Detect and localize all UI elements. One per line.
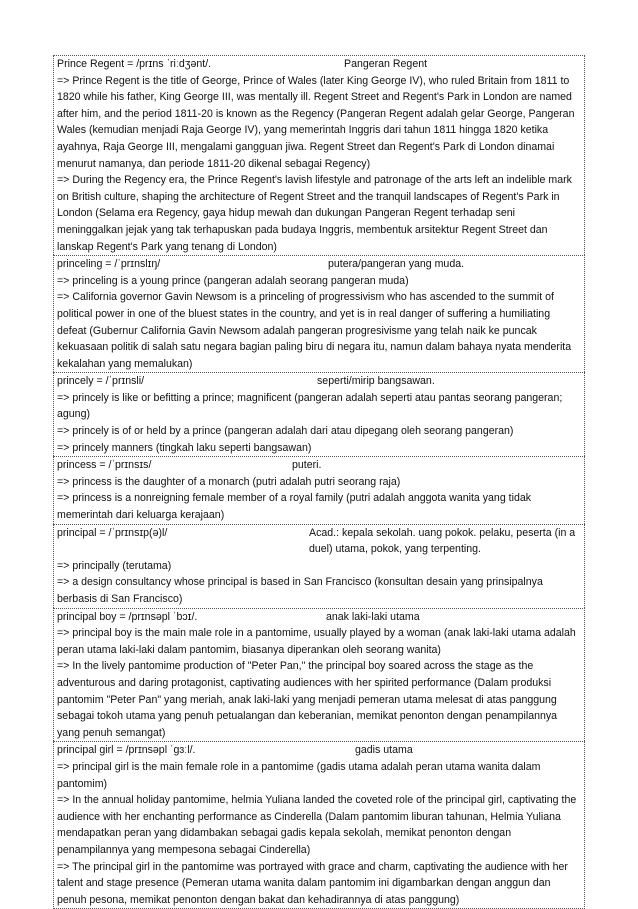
dictionary-entry [53, 372, 585, 456]
entry-term: Prince Regent = /prɪns ˈriːdʒənt/. [57, 58, 212, 70]
example-line: => princely manners (tingkah laku seperti bangsawan) [57, 441, 312, 454]
entry-meaning: gadis utama [355, 744, 413, 757]
example-line: => princeling is a young prince (pangeran adalah seorang pangeran muda) [57, 274, 409, 287]
dictionary-entry [53, 456, 585, 523]
entry-header [57, 742, 582, 759]
example-line: => In the lively pantomime production of "Peter Pan," the principal boy soared across the stage as the adventurous and daring protagonist, captivating audiences with her spirited performance (Dalam produksi pantomim "Peter Pan" yang meriah, anak laki-laki yang menjadi pemeran utama melesat di atas panggung sebagai tokoh utama yang penuh petualangan dan keberanian, memikat penonton dengan penampilannya yang penuh semangat) [57, 660, 558, 739]
dictionary-entry [53, 524, 585, 608]
entry-header [57, 256, 582, 273]
entry-term: princeling = /ˈprɪnslɪŋ/ [57, 258, 161, 271]
entry-term: principal = /ˈprɪnsɪp(ə)l/ [57, 526, 168, 539]
entry-meaning: Acad.: kepala sekolah. uang pokok. pelaku, peserta (in a duel) utama, pokok, yang terpenting. [309, 526, 576, 556]
dictionary-entry [53, 255, 585, 372]
example-line: => princess is the daughter of a monarch (putri adalah putri seorang raja) [57, 475, 401, 488]
example-line: => a design consultancy whose principal is based in San Francisco (konsultan desain yang prinsipalnya berbasis di San Francisco) [57, 576, 543, 605]
entry-header [57, 525, 582, 558]
entry-term: princess = /ˈprɪnsɪs/ [57, 459, 152, 472]
dictionary-entry [53, 741, 585, 909]
entry-header [57, 373, 582, 390]
example-line: => princely is like or befitting a prince; magnificent (pangeran adalah seperti atau pantas seorang pangeran; agung) [57, 391, 563, 421]
entry-term: principal girl = /prɪnsəpl ˈɡɜːl/. [57, 744, 196, 757]
entry-meaning: seperti/mirip bangsawan. [317, 375, 435, 388]
entry-meaning: putera/pangeran yang muda. [328, 258, 465, 271]
entry-header [57, 56, 582, 73]
example-line: => principally (terutama) [57, 559, 172, 572]
entry-term: principal boy = /prɪnsəpl ˈbɔɪ/. [57, 610, 198, 623]
example-line: => principal girl is the main female role in a pantomime (gadis utama adalah peran utama wanita dalam pantomim) [57, 760, 541, 790]
example-line: => During the Regency era, the Prince Regent's lavish lifestyle and patronage of the arts left an indelible mark on British culture, shaping the architecture of Regent Street and the tranquil landscapes of Regent's Park in London (Selama era Regency, gaya hidup mewah dan dukungan Pangeran Regent terhadap seni meninggalkan jejak yang tak terhapuskan pada budaya Inggris, membentuk arsitektur Regent Street dan lanskap Regent's Park yang tenang di London) [57, 174, 572, 253]
entry-meaning: puteri. [292, 459, 322, 472]
entry-meaning: anak laki-laki utama [326, 610, 420, 623]
example-line: => Prince Regent is the title of George, Prince of Wales (later King George IV), who ruled Britain from 1811 to 1820 while his father, King George III, was mentally ill. Regent Street and Regent's Park in London are named after him, and the period 1811-20 is known as the Regency (Pangeran Regent adalah gelar George, Pangeran Wales (kemudian menjadi Raja George IV), yang memerintah Inggris dari tahun 1811 hingga 1820 ketika ayahnya, Raja George III, mengalami gangguan jiwa. Regent Street dan Regent's Park di London dinamai menurut namanya, dan periode 1811-20 dikenal sebagai Regency) [57, 74, 575, 170]
example-line: => principal boy is the main male role in a pantomime, usually played by a woman (anak laki-laki utama adalah peran utama laki-laki dalam pantomim, biasanya diperankan oleh seorang wanita) [57, 627, 576, 656]
entry-header [57, 609, 582, 626]
example-line: => princess is a nonreigning female member of a royal family (putri adalah anggota wanita yang tidak memerintah dari keluarga kerajaan) [57, 492, 532, 522]
entry-header [57, 457, 582, 474]
example-line: => California governor Gavin Newsom is a princeling of progressivism who has ascended to the summit of political power in one of the bluest states in the country, and yet is in real danger of suffering a humiliating defeat (Gubernur California Gavin Newsom adalah pangeran progresivisme yang telah naik ke puncak kekuasaan politik di salah satu negara bagian paling biru di negara itu, namun dalam bahaya nyata menderita kekalahan yang memalukan) [57, 291, 572, 370]
entry-term: princely = /ˈprɪnsli/ [57, 375, 145, 388]
example-line: => In the annual holiday pantomime, helmia Yuliana landed the coveted role of the principal girl, captivating the audience with her enchanting performance as Cinderella (Dalam pantomim liburan tahunan, Helmia Yuliana mendapatkan peran yang didambakan sebagai gadis kepala sekolah, memikat penonton dengan penampilannya yang mempesona sebagai Cinderella) [57, 794, 577, 856]
example-line: => The principal girl in the pantomime was portrayed with grace and charm, captivating the audience with her talent and stage presence (Pemeran utama wanita dalam pantomim ini digambarkan dengan anggun dan penuh pesona, memikat penonton dengan bakat dan kehadirannya di atas panggung) [57, 860, 568, 906]
dictionary-entry [53, 608, 585, 742]
example-line: => princely is of or held by a prince (pangeran adalah dari atau dipegang oleh seorang pangeran) [57, 425, 514, 438]
entry-meaning: Pangeran Regent [344, 58, 428, 70]
dictionary-entry [53, 55, 585, 255]
dictionary-page [53, 55, 585, 909]
